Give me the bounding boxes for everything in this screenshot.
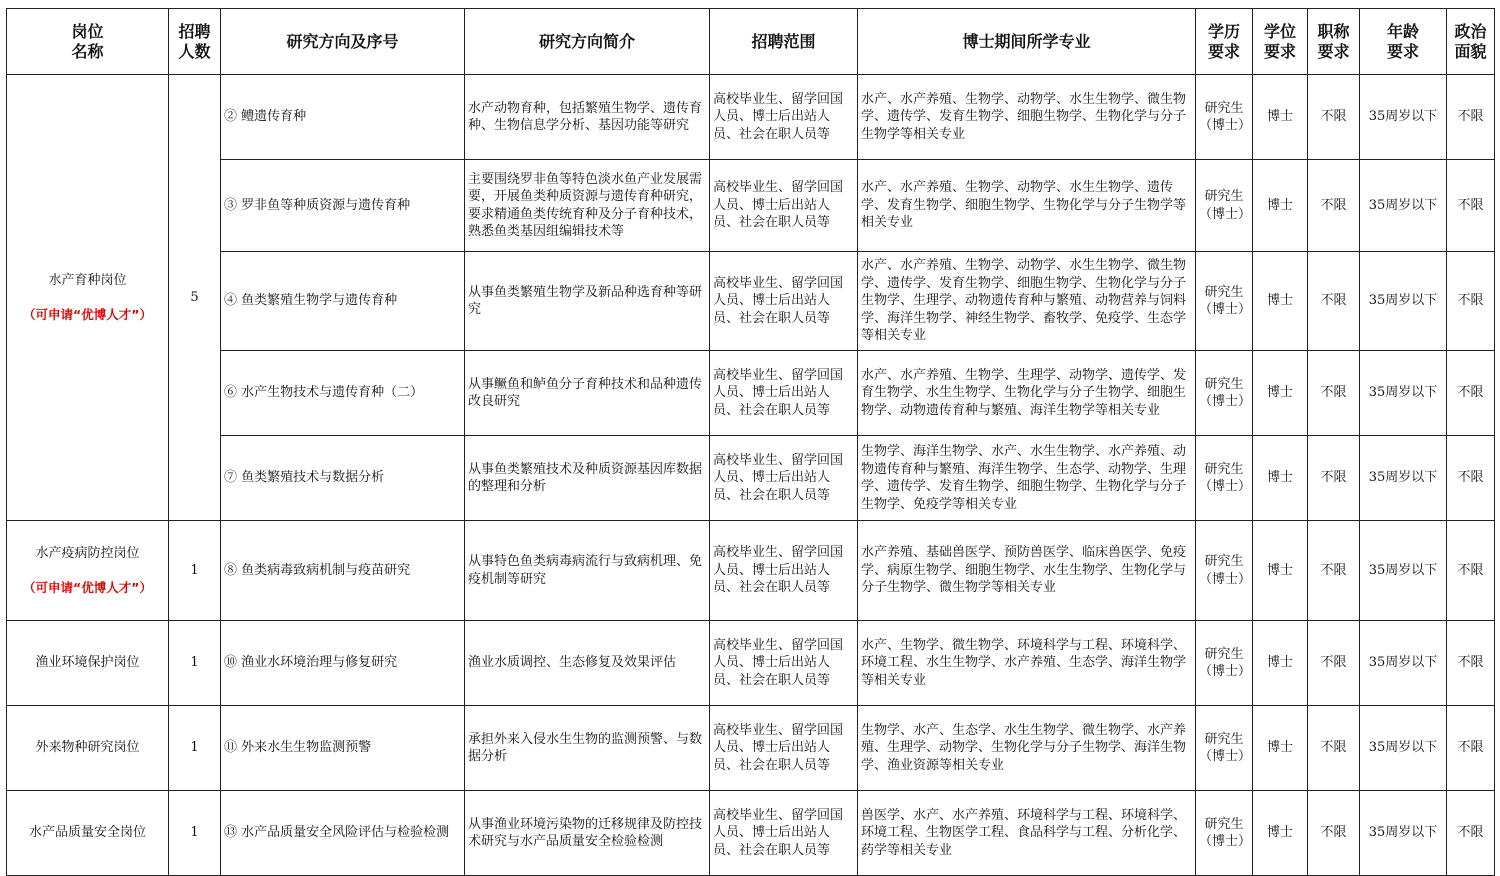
headcount-cell: 5 [169, 75, 221, 521]
major-cell: 水产养殖、基础兽医学、预防兽医学、临床兽医学、免疫学、病原生物学、细胞生物学、水生生物学、生物化学与分子生物学、微生物学等相关专业 [858, 521, 1196, 621]
direction-cell: ⑬ 水产品质量安全风险评估与检验检测 [221, 791, 465, 876]
title-cell: 不限 [1308, 706, 1360, 791]
header-scope: 招聘范围 [710, 9, 858, 75]
education-detail: （博士） [1199, 394, 1252, 409]
degree-cell: 博士 [1253, 706, 1308, 791]
politics-cell: 不限 [1447, 521, 1495, 621]
education-cell [1196, 160, 1253, 252]
table-row [7, 252, 1495, 351]
header-direction: 研究方向及序号 [221, 9, 465, 75]
headcount-cell: 1 [169, 521, 221, 621]
position-cell [7, 521, 169, 621]
title-cell: 不限 [1308, 436, 1360, 521]
education-cell [1196, 791, 1253, 876]
header-major: 博士期间所学专业 [858, 9, 1196, 75]
major-cell: 水产、水产养殖、生物学、动物学、水生生物学、遗传学、发育生物学、细胞生物学、生物化学与分子生物学等相关专业 [858, 160, 1196, 252]
position-cell [7, 621, 169, 706]
direction-cell: ⑥ 水产生物技术与遗传育种（二） [221, 351, 465, 436]
table-row [7, 75, 1495, 160]
education-detail: （博士） [1199, 206, 1252, 222]
major-cell: 水产、生物学、微生物学、环境科学与工程、环境科学、环境工程、水生生物学、水产养殖、生态学、海洋生物学等相关专业 [858, 621, 1196, 706]
degree-cell: 博士 [1253, 621, 1308, 706]
recruitment-table [6, 8, 1495, 876]
education-level: 研究生 [1204, 189, 1244, 204]
table-row [7, 706, 1495, 791]
table-row [7, 160, 1495, 252]
education-detail: （博士） [1199, 302, 1252, 317]
direction-cell: ⑧ 鱼类病毒致病机制与疫苗研究 [221, 521, 465, 621]
age-cell: 35周岁以下 [1360, 351, 1447, 436]
degree-cell: 博士 [1253, 160, 1308, 252]
education-detail: （博士） [1199, 571, 1252, 587]
education-detail: （博士） [1199, 479, 1252, 494]
direction-cell: ⑦ 鱼类繁殖技术与数据分析 [221, 436, 465, 521]
age-cell: 35周岁以下 [1360, 75, 1447, 160]
education-level: 研究生 [1204, 816, 1244, 832]
scope-cell: 高校毕业生、留学回国人员、博士后出站人员、社会在职人员等 [710, 706, 858, 791]
age-cell: 35周岁以下 [1360, 436, 1447, 521]
headcount-cell: 1 [169, 621, 221, 706]
position-name: 水产疫病防控岗位 [35, 546, 140, 561]
degree-cell: 博士 [1253, 351, 1308, 436]
scope-cell: 高校毕业生、留学回国人员、博士后出站人员、社会在职人员等 [710, 621, 858, 706]
scope-cell: 高校毕业生、留学回国人员、博士后出站人员、社会在职人员等 [710, 791, 858, 876]
education-cell [1196, 436, 1253, 521]
major-cell: 水产、水产养殖、生物学、动物学、水生生物学、微生物学、遗传学、发育生物学、细胞生物学、生物化学与分子生物学等相关专业 [858, 75, 1196, 160]
title-cell: 不限 [1308, 791, 1360, 876]
scope-cell: 高校毕业生、留学回国人员、博士后出站人员、社会在职人员等 [710, 436, 858, 521]
age-cell: 35周岁以下 [1360, 621, 1447, 706]
intro-cell: 承担外来入侵水生生物的监测预警、与数据分析 [465, 706, 710, 791]
politics-cell: 不限 [1447, 621, 1495, 706]
degree-cell: 博士 [1253, 252, 1308, 351]
scope-cell: 高校毕业生、留学回国人员、博士后出站人员、社会在职人员等 [710, 351, 858, 436]
position-name: 水产品质量安全岗位 [28, 825, 146, 841]
direction-cell: ② 鳢遗传育种 [221, 75, 465, 160]
title-cell: 不限 [1308, 160, 1360, 252]
title-cell: 不限 [1308, 351, 1360, 436]
degree-cell: 博士 [1253, 75, 1308, 160]
header-intro: 研究方向简介 [465, 9, 710, 75]
age-cell: 35周岁以下 [1360, 791, 1447, 876]
header-row [7, 9, 1495, 75]
table-row [7, 436, 1495, 521]
politics-cell: 不限 [1447, 75, 1495, 160]
title-cell: 不限 [1308, 621, 1360, 706]
intro-cell: 从事鱼类繁殖生物学及新品种选育种等研究 [465, 252, 710, 351]
title-cell: 不限 [1308, 252, 1360, 351]
position-cell [7, 75, 169, 521]
table-row [7, 791, 1495, 876]
header-degree: 学位 要求 [1253, 9, 1308, 75]
direction-cell: ④ 鱼类繁殖生物学与遗传育种 [221, 252, 465, 351]
headcount-cell: 1 [169, 706, 221, 791]
table-body [7, 75, 1495, 876]
education-level: 研究生 [1204, 731, 1244, 747]
major-cell: 水产、水产养殖、生物学、动物学、水生生物学、微生物学、遗传学、发育生物学、细胞生物学、生物化学与分子生物学、生理学、动物遗传育种与繁殖、动物营养与饲料学、海洋生物学、神经生物学、畜牧学、免疫学、生态学等相关专业 [858, 252, 1196, 351]
header-title: 职称 要求 [1308, 9, 1360, 75]
education-detail: （博士） [1199, 118, 1252, 133]
header-politics: 政治 面貌 [1447, 9, 1495, 75]
education-detail: （博士） [1199, 749, 1252, 764]
education-level: 研究生 [1204, 284, 1244, 300]
table-row [7, 521, 1495, 621]
position-note: （可申请“优博人才”） [23, 306, 152, 322]
intro-cell: 从事鳜鱼和鲈鱼分子育种技术和品种遗传改良研究 [465, 351, 710, 436]
education-level: 研究生 [1204, 554, 1244, 569]
intro-cell: 从事渔业环境污染物的迁移规律及防控技术研究与水产品质量安全检验检测 [465, 791, 710, 876]
intro-cell: 水产动物育种，包括繁殖生物学、遗传育种、生物信息学分析、基因功能等研究 [465, 75, 710, 160]
header-education: 学历 要求 [1196, 9, 1253, 75]
education-cell [1196, 75, 1253, 160]
degree-cell: 博士 [1253, 436, 1308, 521]
intro-cell: 从事鱼类繁殖技术及种质资源基因库数据的整理和分析 [465, 436, 710, 521]
major-cell: 水产、水产养殖、生物学、生理学、动物学、遗传学、发育生物学、水生生物学、生物化学与分子生物学、细胞生物学、动物遗传育种与繁殖、海洋生物学等相关专业 [858, 351, 1196, 436]
politics-cell: 不限 [1447, 436, 1495, 521]
header-age: 年龄 要求 [1360, 9, 1447, 75]
education-level: 研究生 [1204, 461, 1244, 477]
age-cell: 35周岁以下 [1360, 252, 1447, 351]
education-cell [1196, 351, 1253, 436]
education-cell [1196, 252, 1253, 351]
scope-cell: 高校毕业生、留学回国人员、博士后出站人员、社会在职人员等 [710, 252, 858, 351]
politics-cell: 不限 [1447, 351, 1495, 436]
direction-cell: ⑩ 渔业水环境治理与修复研究 [221, 621, 465, 706]
header-count: 招聘 人数 [169, 9, 221, 75]
education-level: 研究生 [1204, 100, 1244, 116]
intro-cell: 从事特色鱼类病毒病流行与致病机理、免疫机制等研究 [465, 521, 710, 621]
position-note: （可申请“优博人才”） [23, 579, 152, 595]
major-cell: 兽医学、水产、水产养殖、环境科学与工程、环境科学、环境工程、生物医学工程、食品科学与工程、分析化学、药学等相关专业 [858, 791, 1196, 876]
politics-cell: 不限 [1447, 160, 1495, 252]
position-cell [7, 706, 169, 791]
degree-cell: 博士 [1253, 791, 1308, 876]
politics-cell: 不限 [1447, 706, 1495, 791]
table-row [7, 621, 1495, 706]
header-position: 岗位 名称 [7, 9, 169, 75]
scope-cell: 高校毕业生、留学回国人员、博士后出站人员、社会在职人员等 [710, 521, 858, 621]
major-cell: 生物学、水产、生态学、水生生物学、微生物学、水产养殖、生理学、动物学、生物化学与分子生物学、海洋生物学、渔业资源等相关专业 [858, 706, 1196, 791]
position-name: 水产育种岗位 [48, 273, 127, 288]
age-cell: 35周岁以下 [1360, 706, 1447, 791]
title-cell: 不限 [1308, 521, 1360, 621]
education-cell [1196, 706, 1253, 791]
education-level: 研究生 [1204, 646, 1244, 662]
major-cell: 生物学、海洋生物学、水产、水生生物学、水产养殖、动物遗传育种与繁殖、海洋生物学、生态学、动物学、生理学、遗传学、发育生物学、细胞生物学、生物化学与分子生物学、免疫学等相关专业 [858, 436, 1196, 521]
headcount-cell: 1 [169, 791, 221, 876]
position-cell [7, 791, 169, 876]
position-name: 渔业环境保护岗位 [35, 655, 140, 671]
intro-cell: 渔业水质调控、生态修复及效果评估 [465, 621, 710, 706]
education-detail: （博士） [1199, 834, 1252, 849]
table-row [7, 351, 1495, 436]
position-name: 外来物种研究岗位 [35, 740, 140, 756]
education-detail: （博士） [1199, 664, 1252, 679]
direction-cell: ⑪ 外来水生生物监测预警 [221, 706, 465, 791]
education-level: 研究生 [1204, 376, 1244, 392]
scope-cell: 高校毕业生、留学回国人员、博士后出站人员、社会在职人员等 [710, 75, 858, 160]
scope-cell: 高校毕业生、留学回国人员、博士后出站人员、社会在职人员等 [710, 160, 858, 252]
politics-cell: 不限 [1447, 791, 1495, 876]
intro-cell: 主要围绕罗非鱼等特色淡水鱼产业发展需要，开展鱼类种质资源与遗传育种研究，要求精通鱼类传统育种及分子育种技术，熟悉鱼类基因组编辑技术等 [465, 160, 710, 252]
education-cell [1196, 621, 1253, 706]
direction-cell: ③ 罗非鱼等种质资源与遗传育种 [221, 160, 465, 252]
politics-cell: 不限 [1447, 252, 1495, 351]
age-cell: 35周岁以下 [1360, 521, 1447, 621]
title-cell: 不限 [1308, 75, 1360, 160]
table-header [7, 9, 1495, 75]
education-cell [1196, 521, 1253, 621]
degree-cell: 博士 [1253, 521, 1308, 621]
age-cell: 35周岁以下 [1360, 160, 1447, 252]
